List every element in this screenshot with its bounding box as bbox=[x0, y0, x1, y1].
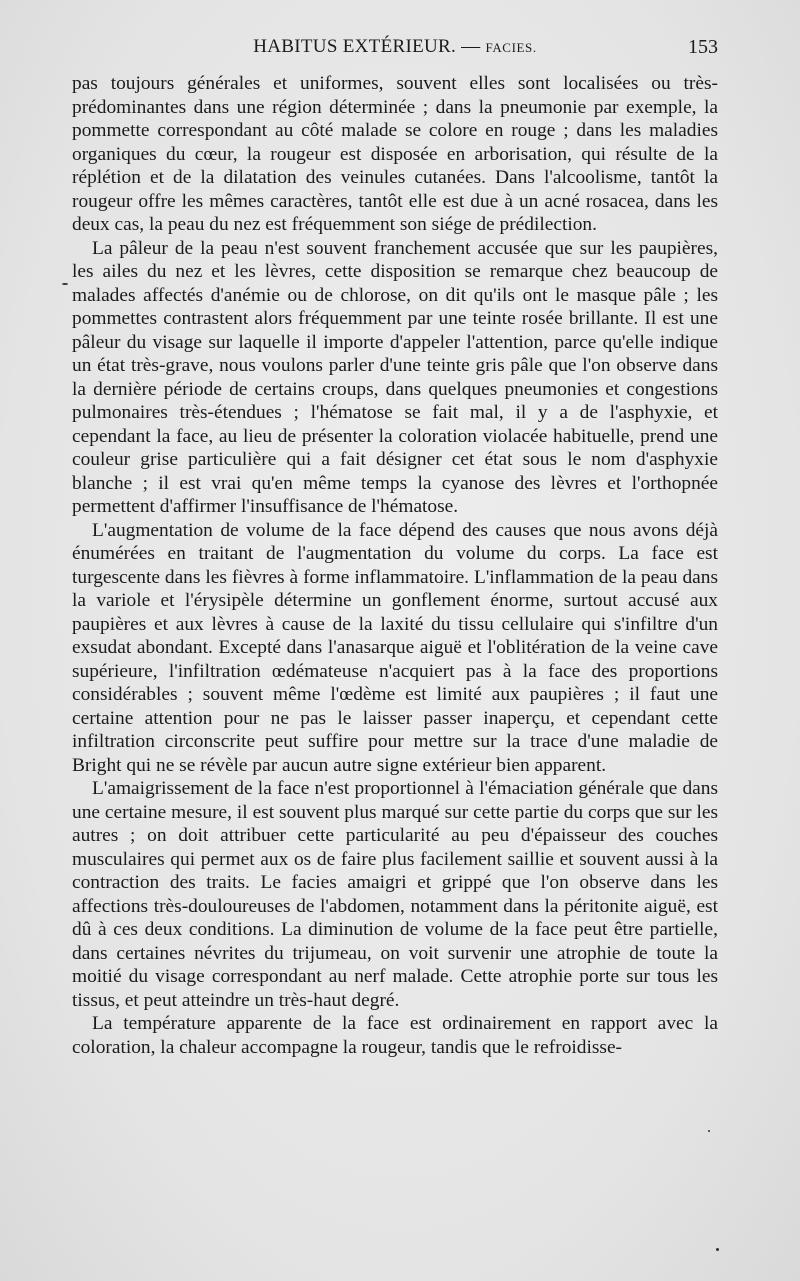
page-header bbox=[72, 36, 718, 62]
paragraph-4: L'amaigrissement de la face n'est proportionnel à l'émaciation générale que dans une certaine mesure, il est souvent plus marqué sur cette partie du corps que sur les autres ; on doit attribuer cette particularité au peu d'épaisseur des couches musculaires qui permet aux os de faire plus facilement saillie et souvent aussi à la contraction des traits. Le facies amaigri et grippé que l'on observe dans les affections très-douloureuses de l'abdomen, notamment dans la péritonite aiguë, est dû à ces deux conditions. La diminution de volume de la face peut être partielle, dans certaines névrites du trijumeau, on voit survenir une atrophie de toute la moitié du visage correspondant au nerf malade. Cette atrophie porte sur tous les tissus, et peut atteindre un très-haut degré. bbox=[72, 778, 718, 1011]
running-title-main: HABITUS EXTÉRIEUR. — bbox=[253, 36, 481, 57]
body-text bbox=[72, 72, 718, 1059]
running-title-sub: FACIES. bbox=[485, 40, 537, 55]
print-speck bbox=[716, 1248, 719, 1251]
paragraph-3: L'augmentation de volume de la face dépend des causes que nous avons déjà énumérées en traitant de l'augmentation du volume du corps. La face est turgescente dans les fièvres à forme inflammatoire. L'inflammation de la peau dans la variole et l'érysipèle détermine un gonflement énorme, surtout accusé aux paupières et aux lèvres à cause de la laxité du tissu cellulaire qui s'infiltre d'un exsudat abondant. Excepté dans l'anasarque aiguë et l'oblitération de la veine cave supérieure, l'infiltration œdémateuse n'acquiert pas à la face des proportions considérables ; souvent même l'œdème est limité aux paupières ; il faut une certaine attention pour ne pas le laisser passer inaperçu, et cependant cette infiltration circonscrite peut suffire pour mettre sur la trace d'une maladie de Bright qui ne se révèle par aucun autre signe extérieur bien apparent. bbox=[72, 519, 718, 776]
paragraph-2: La pâleur de la peau n'est souvent franchement accusée que sur les paupières, les ailes du nez et les lèvres, cette disposition se remarque chez beaucoup de malades affectés d'anémie ou de chlorose, on dit qu'ils ont le masque pâle ; les pommettes contrastent alors fréquemment par une teinte rosée brillante. Il est une pâleur du visage sur laquelle il importe d'appeler l'attention, parce qu'elle indique un état très-grave, nous voulons parler d'une teinte gris pâle que l'on observe dans la dernière période de certains croups, dans quelques pneumonies et congestions pulmonaires très-étendues ; l'hématose se fait mal, il y a de l'asphyxie, et cependant la face, au lieu de présenter la coloration violacée habituelle, prend une couleur grise particulière qui a fait désigner cet état sous le nom d'asphyxie blanche ; il est vrai qu'en même temps la cyanose des lèvres et l'orthopnée permettent d'affirmer l'insuffisance de l'hématose. bbox=[72, 237, 718, 517]
paragraph-1: pas toujours générales et uniformes, souvent elles sont localisées ou très-prédominantes dans une région déterminée ; dans la pneumonie par exemple, la pommette correspondant au côté malade se colore en rouge ; dans les maladies organiques du cœur, la rougeur est disposée en arborisation, qui résulte de la réplétion et de la dilatation des veinules cutanées. Dans l'alcoolisme, tantôt la rougeur offre les mêmes caractères, tantôt elle est due à un acné rosacea, dans les deux cas, la peau du nez est fréquemment son siége de prédilection. bbox=[72, 73, 718, 235]
page-number: 153 bbox=[688, 36, 718, 58]
print-speck bbox=[708, 1130, 710, 1132]
print-speck bbox=[62, 283, 68, 285]
running-title bbox=[72, 36, 718, 58]
paragraph-5: La température apparente de la face est ordinairement en rapport avec la coloration, la chaleur accompagne la rougeur, tandis que le refroidisse- bbox=[72, 1013, 718, 1058]
